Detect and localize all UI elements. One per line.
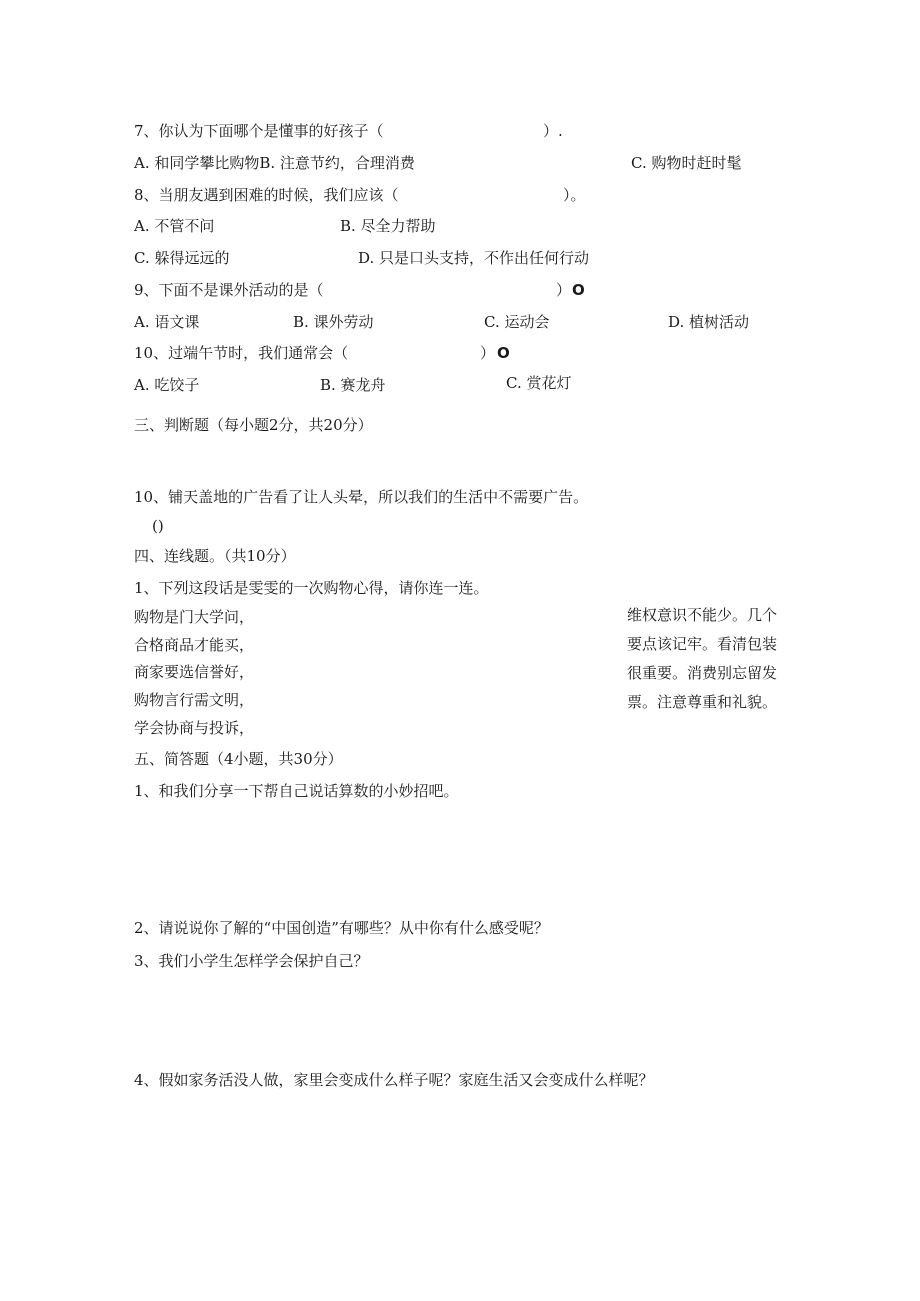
q8-close-paren: ）。: [563, 186, 586, 204]
q8-stem: 8、当朋友遇到困难的时候，我们应该（: [134, 186, 399, 204]
match-left-item-4: 购物言行需文明，: [134, 691, 255, 709]
section5-q2: 2、请说说你了解的“中国创造”有哪些？从中你有什么感受呢？: [134, 919, 549, 937]
section4-q1: 1、下列这段话是雯雯的一次购物心得，请你连一连。: [134, 579, 489, 597]
section3-q10: 10、铺天盖地的广告看了让人头晕，所以我们的生活中不需要广告。: [134, 488, 589, 506]
section5-q1: 1、和我们分享一下帮自己说话算数的小妙招吧。: [134, 782, 459, 800]
section5-title: 五、简答题（4小题，共30分）: [134, 750, 343, 768]
q10-close-paren: ）: [480, 344, 496, 362]
q9-stem: 9、下面不是课外活动的是（: [134, 281, 324, 299]
section4-title: 四、连线题。（共10分）: [134, 547, 296, 565]
q8-option-b: B. 尽全力帮助: [340, 217, 436, 235]
match-right-line-4: 票。注意尊重和礼貌。: [627, 693, 778, 711]
match-left-item-2: 合格商品才能买，: [134, 636, 255, 654]
match-left-item-3: 商家要选信誉好，: [134, 663, 255, 681]
q10-option-b: B. 赛龙舟: [320, 376, 386, 394]
q8-option-c: C. 躲得远远的: [134, 249, 230, 267]
match-left-item-1: 购物是门大学问，: [134, 608, 255, 626]
section5-q4: 4、假如家务活没人做，家里会变成什么样子呢？家庭生活又会变成什么样呢？: [134, 1071, 654, 1089]
q7-option-c: C. 购物时赶时髦: [631, 154, 742, 172]
q7-stem: 7、你认为下面哪个是懂事的好孩子（: [134, 122, 384, 140]
q10-circle-mark: O: [497, 344, 510, 362]
match-right-line-3: 很重要。消费别忘留发: [627, 664, 778, 682]
q9-option-a: A. 语文课: [134, 313, 200, 331]
q8-option-a: A. 不管不问: [134, 217, 215, 235]
q7-option-ab: A. 和同学攀比购物B. 注意节约，合理消费: [134, 154, 415, 172]
match-left-item-5: 学会协商与投诉，: [134, 719, 255, 737]
q10-stem: 10、过端午节时，我们通常会（: [134, 344, 349, 362]
q9-circle-mark: O: [572, 281, 585, 299]
q9-close-paren: ）: [556, 281, 572, 299]
q10-option-c: C. 赏花灯: [506, 374, 572, 392]
q9-option-d: D. 植树活动: [668, 313, 750, 331]
q9-option-c: C. 运动会: [484, 313, 550, 331]
q7-close-paren: ）.: [543, 122, 563, 140]
match-right-line-2: 要点该记牢。看清包装: [627, 635, 778, 653]
match-right-line-1: 维权意识不能少。几个: [627, 606, 778, 624]
q8-option-d: D. 只是口头支持，不作出任何行动: [358, 249, 590, 267]
q10-option-a: A. 吃饺子: [134, 376, 200, 394]
section3-title: 三、判断题（每小题2分，共20分）: [134, 416, 373, 434]
section5-q3: 3、我们小学生怎样学会保护自己？: [134, 952, 369, 970]
section3-q10-paren: (): [152, 517, 164, 535]
q9-option-b: B. 课外劳动: [293, 313, 374, 331]
